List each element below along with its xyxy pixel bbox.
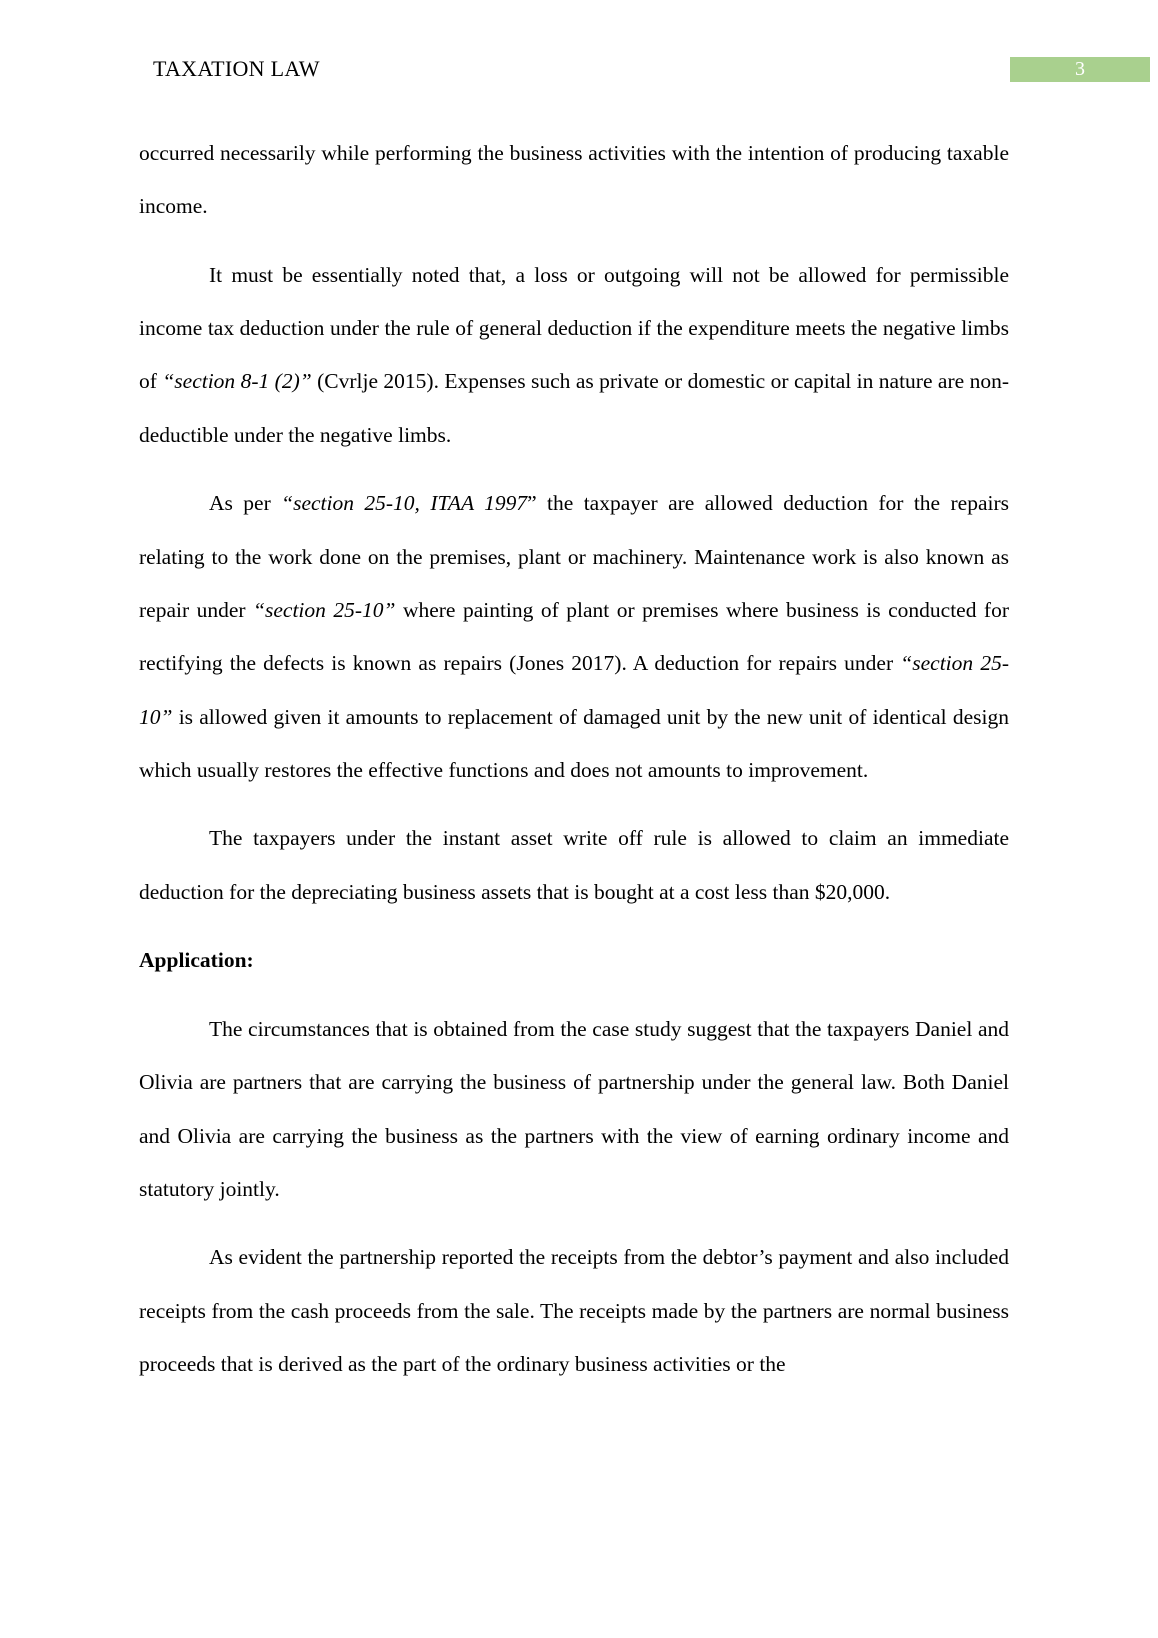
text-run: As per: [209, 491, 282, 516]
paragraph-continuation: occurred necessarily while performing the business activities with the intention of producing taxable income.: [139, 141, 1009, 219]
paragraph-negative-limbs: [139, 249, 1009, 462]
paragraph-instant-asset-write-off: The taxpayers under the instant asset write off rule is allowed to claim an immediate deduction for the depreciating business assets that is bought at a cost less than $20,000.: [139, 826, 1009, 904]
text-run: (Cvrlje 2015). Expenses such as private or domestic or capital in nature are non-deductible under the negative limbs.: [139, 369, 1009, 447]
citation: “section 25-10”: [253, 597, 396, 622]
paragraph-repairs: [139, 477, 1009, 797]
section-heading-application: Application:: [139, 948, 254, 973]
text-run: is allowed given it amounts to replacement of damaged unit by the new unit of identical design which usually restores the effective functions and does not amounts to improvement.: [139, 704, 1009, 782]
paragraph-circumstances: The circumstances that is obtained from the case study suggest that the taxpayers Daniel and Olivia are partners that are carrying the business of partnership under the general law. Both Daniel and Olivia are carrying the business as the partners with the view of earning ordinary income and statutory jointly.: [139, 1016, 1009, 1201]
paragraph-receipts: As evident the partnership reported the receipts from the debtor’s payment and also included receipts from the cash proceeds from the sale. The receipts made by the partners are normal business proceeds that is derived as the part of the ordinary business activities or the: [139, 1245, 1009, 1377]
citation: “section 25-10”: [139, 651, 1009, 729]
text-run: It must be essentially noted that, a loss or outgoing will not be allowed for permissible income tax deduction under the rule of general deduction if the expenditure meets the negative limbs of: [139, 262, 1009, 394]
text-run: where painting of plant or premises where business is conducted for rectifying the defects is known as repairs (Jones 2017). A deduction for repairs under: [139, 597, 1009, 676]
running-header-title: TAXATION LAW: [153, 56, 320, 81]
text-run: ” the taxpayer are allowed deduction for the repairs relating to the work done on the premises, plant or machinery. Maintenance work is also known as repair under: [139, 491, 1009, 622]
citation: “section 8-1 (2)”: [162, 369, 312, 394]
citation: “section 25-10, ITAA 1997: [281, 491, 528, 516]
page-number: 3: [1075, 58, 1085, 80]
page-number-badge: [1010, 57, 1150, 82]
document-body: [139, 127, 1009, 1407]
